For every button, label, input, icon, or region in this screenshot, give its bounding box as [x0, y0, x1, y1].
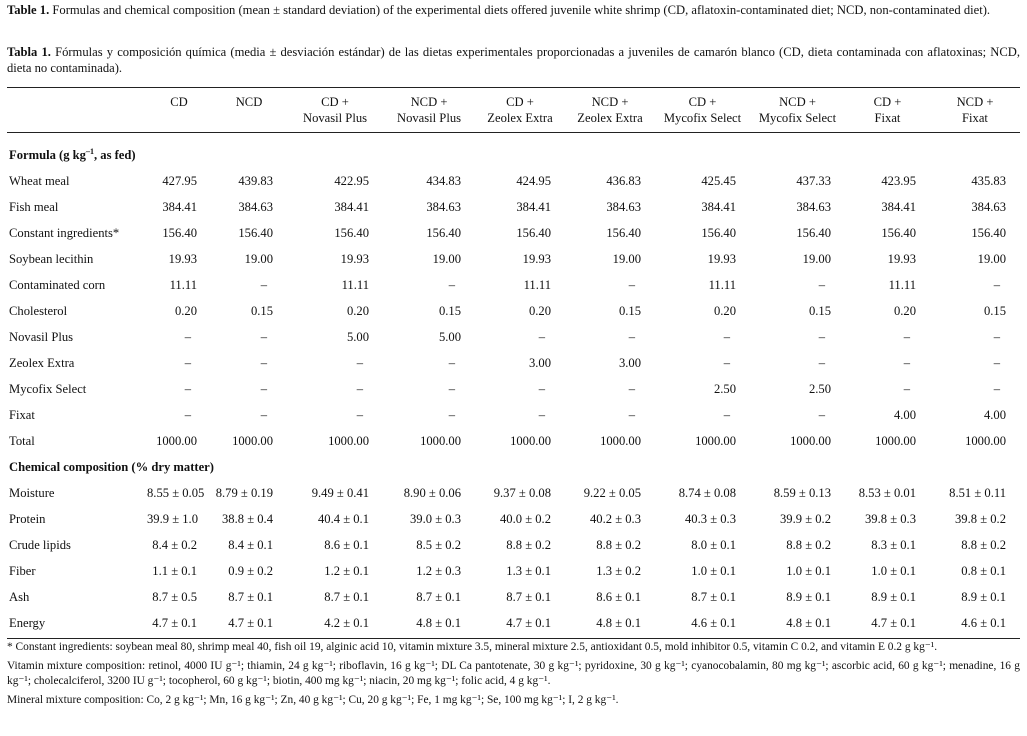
column-header	[655, 88, 750, 138]
table-cell: –	[356, 381, 363, 396]
table-cell: 156.40	[238, 225, 273, 240]
caption-spanish	[7, 45, 1020, 76]
table-cell: 8.9 ± 0.1	[786, 589, 831, 604]
table-cell: –	[260, 407, 267, 422]
table-cell: 435.83	[971, 173, 1006, 188]
table-cell: 0.20	[528, 303, 551, 318]
table-cell: 1000.00	[695, 433, 736, 448]
table-cell: 439.83	[238, 173, 273, 188]
table-cell: 8.5 ± 0.2	[416, 537, 461, 552]
row-label: Zeolex Extra	[9, 355, 75, 370]
row-label: Energy	[9, 615, 46, 630]
row-label: Constant ingredients*	[9, 225, 120, 240]
table-cell: –	[723, 329, 730, 344]
table-cell: 4.7 ± 0.1	[228, 615, 273, 630]
column-header-line1: NCD +	[591, 95, 629, 109]
table-cell: –	[538, 329, 545, 344]
table-cell: –	[993, 381, 1000, 396]
footnote-vitamin-mixture: Vitamin mixture composition: retinol, 4000 IU g⁻¹; thiamin, 24 g kg⁻¹; riboflavin, 16 g kg⁻¹; DL Ca pantotenate, 30 g kg⁻¹; pyridoxine, 30 g kg⁻¹; cyanocobalamin, 80 mg kg⁻¹; ascorbic acid, 60 g kg⁻¹; menadine, 16 g kg⁻¹; cholecalciferol, 3200 IU g⁻¹; tocopherol, 60 g kg⁻¹; biotin, 400 mg kg⁻¹; niacin, 20 mg kg⁻¹; folic acid, 4 g kg⁻¹.	[7, 660, 1020, 687]
table-cell: 8.8 ± 0.2	[961, 537, 1006, 552]
table-cell: 9.37 ± 0.08	[493, 485, 551, 500]
table-cell: 8.8 ± 0.2	[596, 537, 641, 552]
table-cell: 8.4 ± 0.1	[228, 537, 273, 552]
table-cell: 1000.00	[328, 433, 369, 448]
table-cell: 0.20	[893, 303, 916, 318]
table-cell: –	[260, 355, 267, 370]
table-cell: 0.9 ± 0.2	[228, 563, 273, 578]
table-cell: 11.11	[523, 277, 551, 292]
table-cell: –	[260, 277, 267, 292]
section-title-text: Chemical composition (% dry matter)	[9, 459, 214, 474]
table-cell: –	[628, 329, 635, 344]
table-cell: 39.8 ± 0.3	[865, 511, 916, 526]
caption-english-label: Table 1.	[7, 3, 50, 17]
table-cell: 4.6 ± 0.1	[691, 615, 736, 630]
table-cell: 9.22 ± 0.05	[583, 485, 641, 500]
table-cell: 8.3 ± 0.1	[871, 537, 916, 552]
table-cell: –	[184, 381, 191, 396]
table-cell: 19.00	[802, 251, 831, 266]
footnote-mineral-mixture: Mineral mixture composition: Co, 2 g kg⁻¹; Mn, 16 g kg⁻¹; Zn, 40 g kg⁻¹; Cu, 20 g kg⁻¹; Fe, 1 mg kg⁻¹; Se, 100 mg kg⁻¹; I, 2 g kg⁻¹.	[7, 694, 619, 706]
table-cell: 4.8 ± 0.1	[786, 615, 831, 630]
table-cell: 8.90 ± 0.06	[403, 485, 461, 500]
table-row	[7, 376, 1020, 402]
row-label: Fiber	[9, 563, 36, 578]
table-cell: 4.7 ± 0.1	[871, 615, 916, 630]
diet-composition-table	[7, 88, 1020, 636]
table-cell: –	[818, 277, 825, 292]
table-cell: 8.0 ± 0.1	[691, 537, 736, 552]
table-row	[7, 532, 1020, 558]
table-cell: –	[903, 329, 910, 344]
table-cell: 8.74 ± 0.08	[678, 485, 736, 500]
section-title-tail: , as fed)	[93, 147, 136, 162]
table-body	[7, 138, 1020, 636]
table-cell: 384.41	[881, 199, 916, 214]
table-cell: –	[356, 407, 363, 422]
table-cell: 4.8 ± 0.1	[596, 615, 641, 630]
table-cell: 8.4 ± 0.2	[152, 537, 197, 552]
table-cell: 434.83	[426, 173, 461, 188]
table-cell: 0.15	[808, 303, 831, 318]
table-cell: 4.7 ± 0.1	[152, 615, 197, 630]
caption-english-text: Formulas and chemical composition (mean ± standard deviation) of the experimental diets offered juvenile white shrimp (CD, aflatoxin-contaminated diet; NCD, non-contaminated diet).	[52, 3, 991, 17]
table-cell: 1.2 ± 0.1	[324, 563, 369, 578]
row-label: Novasil Plus	[9, 329, 74, 344]
table-cell: 1.3 ± 0.2	[596, 563, 641, 578]
table-cell: 8.7 ± 0.1	[416, 589, 461, 604]
table-cell: 19.00	[432, 251, 461, 266]
table-cell: 39.9 ± 0.2	[780, 511, 831, 526]
table-cell: 384.63	[606, 199, 641, 214]
caption-spanish-label: Tabla 1.	[7, 45, 51, 59]
table-cell: 1000.00	[600, 433, 641, 448]
table-cell: 40.0 ± 0.2	[500, 511, 551, 526]
table-cell: 8.7 ± 0.5	[152, 589, 197, 604]
column-header-line1: CD +	[321, 95, 349, 109]
table-cell: 156.40	[971, 225, 1006, 240]
column-header-line2: Zeolex Extra	[577, 111, 643, 125]
table-cell: 384.63	[971, 199, 1006, 214]
section-header-row	[7, 454, 1020, 480]
table-cell: 425.45	[701, 173, 736, 188]
column-header-line1: NCD +	[779, 95, 816, 109]
table-header	[7, 88, 1020, 138]
table-cell: –	[628, 407, 635, 422]
table-cell: 8.51 ± 0.11	[949, 485, 1006, 500]
row-label: Fish meal	[9, 199, 59, 214]
row-label: Moisture	[9, 485, 55, 500]
column-header-line2: Fixat	[874, 111, 901, 125]
table-cell: 39.9 ± 1.0	[147, 511, 198, 526]
row-label: Contaminated corn	[9, 277, 106, 292]
table-cell: 3.00	[618, 355, 641, 370]
column-header-line2: Mycofix Select	[663, 111, 742, 125]
table-cell: 1.0 ± 0.1	[691, 563, 736, 578]
table-cell: 4.8 ± 0.1	[416, 615, 461, 630]
table-cell: 11.11	[888, 277, 916, 292]
table-cell: 4.00	[983, 407, 1006, 422]
table-cell: 19.93	[340, 251, 369, 266]
table-cell: 19.93	[707, 251, 736, 266]
table-cell: –	[260, 329, 267, 344]
table-cell: 40.3 ± 0.3	[685, 511, 736, 526]
table-row	[7, 610, 1020, 636]
column-header-line1: NCD +	[956, 95, 994, 109]
table-cell: 384.63	[426, 199, 461, 214]
header-row	[7, 88, 1020, 138]
table-row	[7, 558, 1020, 584]
table-cell: –	[903, 355, 910, 370]
table-cell: 1.0 ± 0.1	[786, 563, 831, 578]
table-cell: –	[184, 329, 191, 344]
table-cell: 4.6 ± 0.1	[961, 615, 1006, 630]
table-cell: 19.93	[168, 251, 197, 266]
table-row	[7, 220, 1020, 246]
column-header	[147, 88, 211, 138]
column-header	[565, 88, 655, 138]
table-cell: 1000.00	[156, 433, 197, 448]
column-header	[930, 88, 1020, 138]
table-cell: 1.2 ± 0.3	[416, 563, 461, 578]
table-cell: 1000.00	[965, 433, 1006, 448]
table-row	[7, 168, 1020, 194]
table-cell: 1000.00	[790, 433, 831, 448]
row-label: Wheat meal	[9, 173, 70, 188]
table-cell: –	[993, 277, 1000, 292]
table-row	[7, 324, 1020, 350]
table-cell: 8.79 ± 0.19	[215, 485, 273, 500]
column-header	[383, 88, 475, 138]
footnote-constant-ingredients: * Constant ingredients: soybean meal 80, shrimp meal 40, fish oil 19, alginic acid 10, vitamin mixture 3.5, mineral mixture 2.5, antioxidant 0.5, mold inhibitor 0.5, vitamin C 0.2, and vitamin E 0.2 g kg⁻¹.	[7, 641, 938, 653]
table-cell: 156.40	[426, 225, 461, 240]
table-cell: 2.50	[713, 381, 736, 396]
caption-english	[7, 3, 1020, 19]
table-cell: 1000.00	[510, 433, 551, 448]
column-header-line2: Novasil Plus	[396, 111, 462, 125]
table-cell: 11.11	[169, 277, 197, 292]
table-cell: 156.40	[701, 225, 736, 240]
section-title	[7, 138, 1020, 168]
table-cell: 4.2 ± 0.1	[324, 615, 369, 630]
table-cell: 1.1 ± 0.1	[152, 563, 197, 578]
table-cell: –	[628, 381, 635, 396]
table-cell: 19.93	[887, 251, 916, 266]
table-cell: –	[260, 381, 267, 396]
column-header-line2: Mycofix Select	[758, 111, 837, 125]
table-cell: 156.40	[334, 225, 369, 240]
table-cell: 0.15	[983, 303, 1006, 318]
table-cell: 8.9 ± 0.1	[871, 589, 916, 604]
column-header	[287, 88, 383, 138]
table-row	[7, 272, 1020, 298]
table-cell: 8.7 ± 0.1	[228, 589, 273, 604]
table-cell: –	[818, 355, 825, 370]
footnotes	[7, 640, 1020, 712]
column-header	[750, 88, 845, 138]
column-header-line1: NCD +	[410, 95, 448, 109]
column-header	[845, 88, 930, 138]
column-header-line1: CD +	[688, 95, 717, 109]
row-label: Fixat	[9, 407, 35, 422]
row-label: Soybean lecithin	[9, 251, 94, 266]
table-cell: –	[993, 355, 1000, 370]
table-cell: 384.63	[238, 199, 273, 214]
column-header-line1: CD +	[873, 95, 902, 109]
table-cell: –	[818, 407, 825, 422]
table-cell: 384.41	[701, 199, 736, 214]
table-cell: 8.8 ± 0.2	[786, 537, 831, 552]
table-cell: 40.2 ± 0.3	[590, 511, 641, 526]
table-cell: –	[538, 381, 545, 396]
table-cell: 40.4 ± 0.1	[318, 511, 369, 526]
caption-spanish-text: Fórmulas y composición química (media ± desviación estándar) de las dietas experimentales proporcionadas a juveniles de camarón blanco (CD, dieta contaminada con aflatoxinas; NCD, dieta no contaminada).	[7, 45, 1020, 75]
table-cell: 384.63	[796, 199, 831, 214]
table-cell: 437.33	[796, 173, 831, 188]
table-cell: 39.0 ± 0.3	[410, 511, 461, 526]
section-title-text: Formula (g kg	[9, 147, 86, 162]
table-cell: 384.41	[516, 199, 551, 214]
column-header-line2: Zeolex Extra	[487, 111, 553, 125]
table-cell: –	[448, 407, 455, 422]
table-cell: 436.83	[606, 173, 641, 188]
table-cell: 8.6 ± 0.1	[596, 589, 641, 604]
table-cell: 11.11	[341, 277, 369, 292]
table-cell: 1000.00	[420, 433, 461, 448]
table-cell: 19.00	[244, 251, 273, 266]
table-row	[7, 506, 1020, 532]
column-header-line1: NCD	[235, 95, 263, 109]
table-cell: 11.11	[708, 277, 736, 292]
table-cell: –	[723, 407, 730, 422]
section-title	[7, 454, 1020, 480]
row-label: Crude lipids	[9, 537, 71, 552]
row-label: Protein	[9, 511, 46, 526]
column-header-line2: Novasil Plus	[302, 111, 368, 125]
table-cell: –	[818, 329, 825, 344]
row-label: Ash	[9, 589, 30, 604]
table-cell: –	[628, 277, 635, 292]
section-title-superscript: –1	[85, 146, 94, 156]
table-cell: 424.95	[516, 173, 551, 188]
table-cell: –	[993, 329, 1000, 344]
table-cell: 0.15	[250, 303, 273, 318]
table-cell: –	[356, 355, 363, 370]
table-cell: 5.00	[438, 329, 461, 344]
table-cell: 8.7 ± 0.1	[324, 589, 369, 604]
column-header	[211, 88, 287, 138]
table-cell: 156.40	[162, 225, 197, 240]
table-cell: 4.00	[893, 407, 916, 422]
table-cell: 384.41	[334, 199, 369, 214]
table-cell: 19.93	[522, 251, 551, 266]
column-header	[475, 88, 565, 138]
table-cell: 8.6 ± 0.1	[324, 537, 369, 552]
table-bottom-rule	[7, 638, 1020, 639]
table-cell: 1000.00	[875, 433, 916, 448]
table-cell: 4.7 ± 0.1	[506, 615, 551, 630]
table-cell: 1.0 ± 0.1	[871, 563, 916, 578]
table-cell: 0.15	[618, 303, 641, 318]
table-cell: –	[448, 381, 455, 396]
table-cell: 427.95	[162, 173, 197, 188]
table-cell: 8.9 ± 0.1	[961, 589, 1006, 604]
table-cell: 0.20	[713, 303, 736, 318]
table-row	[7, 584, 1020, 610]
table-cell: –	[184, 355, 191, 370]
table-cell: 422.95	[334, 173, 369, 188]
table-row	[7, 298, 1020, 324]
table-cell: 156.40	[796, 225, 831, 240]
table-cell: –	[184, 407, 191, 422]
table-cell: 38.8 ± 0.4	[222, 511, 273, 526]
table-cell: 0.8 ± 0.1	[961, 563, 1006, 578]
table-cell: 156.40	[516, 225, 551, 240]
table-cell: 384.41	[162, 199, 197, 214]
table-cell: 423.95	[881, 173, 916, 188]
table-cell: 19.00	[612, 251, 641, 266]
table-row	[7, 350, 1020, 376]
table-row	[7, 194, 1020, 220]
column-header-line1: CD	[170, 95, 188, 109]
table-row	[7, 428, 1020, 454]
table-cell: 1000.00	[232, 433, 273, 448]
table-cell: 19.00	[977, 251, 1006, 266]
section-header-row	[7, 138, 1020, 168]
table-cell: 156.40	[881, 225, 916, 240]
table-cell: 8.7 ± 0.1	[691, 589, 736, 604]
table-cell: 0.20	[346, 303, 369, 318]
table-cell: –	[903, 381, 910, 396]
column-header-line2: Fixat	[962, 111, 988, 125]
table-cell: 1.3 ± 0.1	[506, 563, 551, 578]
table-cell: 0.15	[438, 303, 461, 318]
header-cell-empty	[7, 88, 147, 138]
table-cell: 8.8 ± 0.2	[506, 537, 551, 552]
table-cell: 0.20	[174, 303, 197, 318]
column-header-line1: CD +	[506, 95, 534, 109]
table-cell: 9.49 ± 0.41	[311, 485, 369, 500]
table-row	[7, 246, 1020, 272]
table-cell: –	[448, 277, 455, 292]
table-cell: 8.55 ± 0.05	[147, 485, 205, 500]
table-row	[7, 402, 1020, 428]
table-row	[7, 480, 1020, 506]
row-label: Mycofix Select	[9, 381, 87, 396]
table-cell: 2.50	[808, 381, 831, 396]
table-cell: –	[723, 355, 730, 370]
table-cell: 156.40	[606, 225, 641, 240]
table-cell: 8.59 ± 0.13	[773, 485, 831, 500]
table-cell: 5.00	[346, 329, 369, 344]
table-cell: 8.7 ± 0.1	[506, 589, 551, 604]
table-cell: –	[538, 407, 545, 422]
table-cell: 8.53 ± 0.01	[858, 485, 916, 500]
table-cell: –	[448, 355, 455, 370]
row-label: Total	[9, 433, 35, 448]
row-label: Cholesterol	[9, 303, 68, 318]
table-cell: 39.8 ± 0.2	[955, 511, 1006, 526]
table-cell: 3.00	[528, 355, 551, 370]
